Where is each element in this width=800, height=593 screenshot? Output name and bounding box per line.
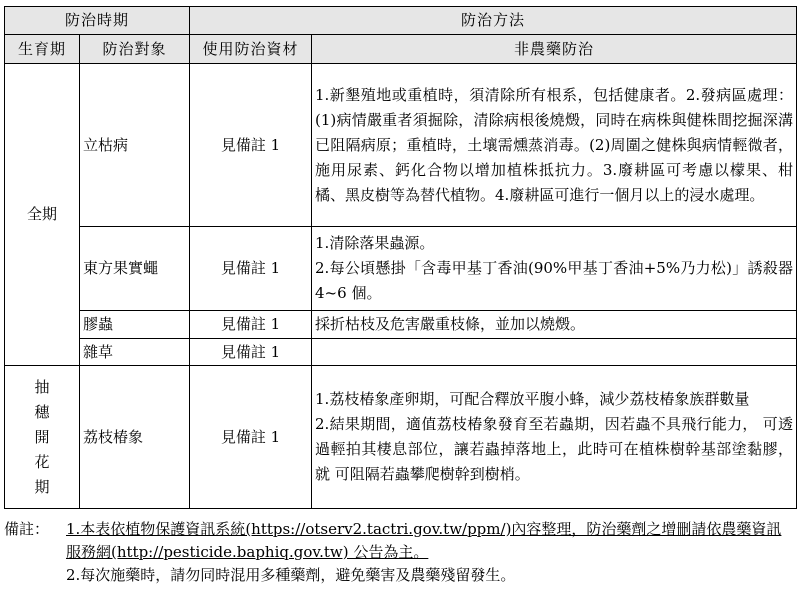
note-2 xyxy=(4,564,796,587)
table-row xyxy=(5,366,797,509)
header-growth-stage: 生育期 xyxy=(5,35,80,64)
material-cell: 見備註 1 xyxy=(190,64,312,227)
method-line: 2.結果期間，適值荔枝椿象發育至若蟲期，因若蟲不具飛行能力， 可透過輕拍其棲息部位，讓若蟲掉落地上，此時可在植株樹幹基部塗黏膠，就 可阻隔若蟲攀爬樹幹到樹梢。 xyxy=(315,415,794,483)
pest-control-table xyxy=(4,6,797,509)
table-row xyxy=(5,227,797,311)
note-1 xyxy=(4,518,796,564)
method-line: 1.清除落果蟲源。 xyxy=(315,234,435,252)
target-cell: 東方果實蠅 xyxy=(80,227,190,311)
method-text: 1.新墾殖地或重植時，須清除所有根系，包括健康者。2.發病區處理：(1)病情嚴重者須掘除，清除病根後燒燬，同時在病株與健株間挖掘深溝已阻隔病原；重植時，土壤需燻蒸消毒。(2)周圍之健株與病情輕微者，施用尿素、鈣化合物以增加植株抵抗力。3.廢耕區可考慮以檬果、柑橘、黑皮樹等為替代植物。4.廢耕區可進行一個月以上的浸水處理。 xyxy=(315,85,794,204)
material-cell: 見備註 1 xyxy=(190,311,312,339)
method-cell: 採折枯枝及危害嚴重枝條，並加以燒燬。 xyxy=(312,311,797,339)
header-control-period: 防治時期 xyxy=(5,7,190,35)
target-cell: 荔枝椿象 xyxy=(80,366,190,509)
method-line: 1.荔枝椿象產卵期，可配合釋放平腹小蜂，減少荔枝椿象族群數量 xyxy=(315,390,750,408)
table-row xyxy=(5,311,797,339)
method-cell xyxy=(312,339,797,366)
material-cell: 見備註 1 xyxy=(190,339,312,366)
method-cell xyxy=(312,64,797,227)
method-cell xyxy=(312,227,797,311)
growth-stage-cell: 全期 xyxy=(5,64,80,366)
table-row xyxy=(5,64,797,227)
material-cell: 見備註 1 xyxy=(190,366,312,509)
method-line: 2.每公頃懸掛「含毒甲基丁香油(90%甲基丁香油+5%乃力松)」誘殺器 4~6 個。 xyxy=(315,259,794,302)
table-row xyxy=(5,339,797,366)
target-cell: 膠蟲 xyxy=(80,311,190,339)
target-cell: 雜草 xyxy=(80,339,190,366)
header-control-target: 防治對象 xyxy=(80,35,190,64)
method-cell xyxy=(312,366,797,509)
header-non-pesticide: 非農藥防治 xyxy=(312,35,797,64)
growth-stage-cell: 抽 穗 開 花 期 xyxy=(5,366,80,509)
material-cell: 見備註 1 xyxy=(190,227,312,311)
target-cell: 立枯病 xyxy=(80,64,190,227)
note-2-text: 2.每次施藥時，請勿同時混用多種藥劑，避免藥害及農藥殘留發生。 xyxy=(66,566,516,584)
notes-label: 備註： xyxy=(4,520,50,538)
header-control-method: 防治方法 xyxy=(190,7,797,35)
note-1-text: 1.本表依植物保護資訊系統(https://otserv2.tactri.gov.tw/ppm/)內容整理，防治藥劑之增刪請依農藥資訊服務網(http://pesticide.baphiq.gov.tw) 公告為主。 xyxy=(66,520,782,561)
notes-section xyxy=(4,518,796,587)
header-control-material: 使用防治資材 xyxy=(190,35,312,64)
